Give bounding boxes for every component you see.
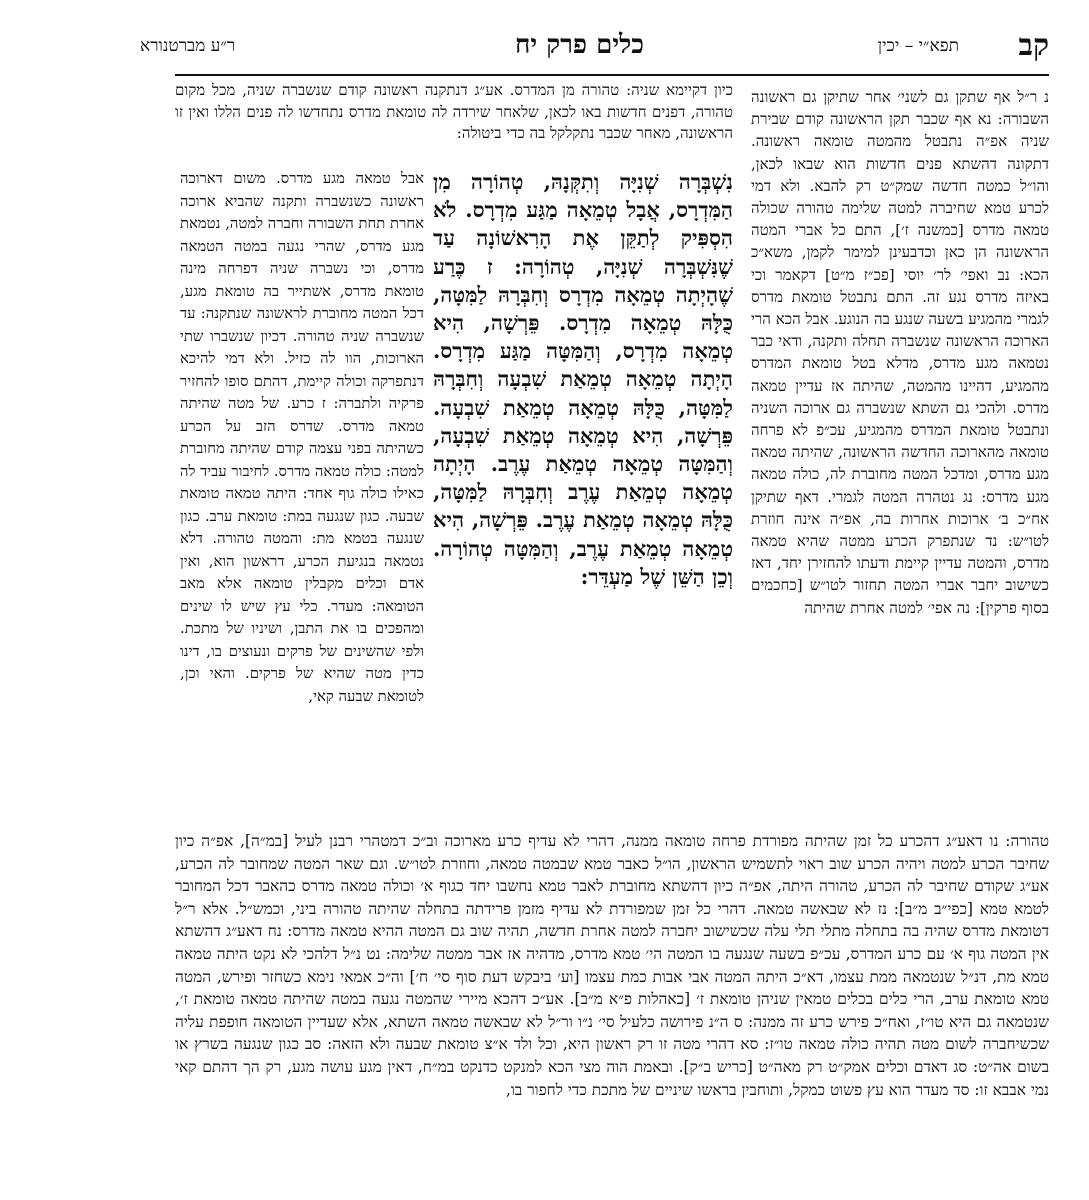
bartenura-top: כיון דקיימא שניה: טהורה מן המדרס. אע״ג דנתקנה ראשונה קודם שנשברה שניה, מכל מקום טהורה, דפנים חדשות באו לכאן, שלאחר שירדה לה טומאת מדרס נתחדשו לה פנים הללו ואין זו הראשונה, מאחר שכבר נתקלקל בה כדי ביטולה:: [175, 81, 733, 142]
header-rule: [175, 74, 1049, 76]
left-column-label: ר״ע מברטנורא: [140, 36, 236, 56]
bottom-commentary: טהורה: נו דאע״ג דהכרע כל זמן שהיתה מפורדת פרחה טומאה ממנה, דהרי לא עדיף כרע מארוכה וב״כ דמטהרי רבנן לעיל [במ״ה], אפ״ה כיון שחיבר הכרע למטה ויהיה הכרע שוב ראוי לתשמיש הראשון, הו״ל כאבר טמא שבמטה טמאה, וחוזרת לטו״ש. וגם שאר המטה שמחובר לה הכרע, אע״ג שקודם שחיבר לה הכרע, טהורה היתה, אפ״ה כיון דהשתא מחוברת לאבר טמא נחשבו יחד כגוף א׳ וכולה טמאה מדרס כהאבר דכל המחובר לטמא טמא [כפי״ב מ״ב]: נז לא שבאשה טמאה. דהרי כל זמן שמפורדת לא עדיף מזמן פרידתה בתחלה שהיתה טהורה ביני, וכמש״ל. אלא ר״ל דטומאת מדרס שהיה בה בתחלה מתלי תלי עלה שכשישוב יחברה למטה אחרת חדשה, תהיה שוב גם המטה ההיא טמאה מדרס: נח דאע״ג דהשתא אין המטה גוף א׳ עם כרע המדרס, עכ״פ בשעה שנגעה בו המטה הי׳ טמא מדרס, מדהיה אז אבר ממטה שלימה: נט נ״ל דלהכי לא נקט היתה טמאה טמא מת, דנ״ל שנטמאה ממת עצמו, דא״כ היתה המטה אבי אבות כמת עצמו [וע׳ ביבקש דעת סוף סי׳ ח׳] וה״כ אמאי נימא כשחזר ופירש, המטה טמא טומאת ערב, הרי כלים בכלים טמאין שניהן טומאת ז׳ [כאהלות פ״א מ״ב]. אע״כ דהכא מיירי שהמטה נגעה במטה שהיתה טמאה טומאת ז׳, שנטמאה גם היא טו״ז, ואח״כ פירש כרע זה ממנה: ס ה״נ פירושה כלעיל סי׳ נ״ו ור״ל לא שבאשה טמאה השתא, אלא שעדיין הטומאה חופפת עליה שכשיחברה לשום מטה תהיה כולה טמאה טו״ז: סא דהרי מטה זו רק ראשון היא, וכל ולד א״צ טומאת שבעה ולא הזאה: סב כגון שנגעה בשרץ או בשום אה״ט: סג דאדם וכלים אמק״ט רק מאה״ט [כריש ב״ק]. ובאמת הוה מצי הכא למנקט כדנקט במ״ח, דאין מגע עושה מגע, רק הך דהתם קאי נמי אבבא זו: סד מעדר הוא עץ פשוט כמקל, ותוחבין בראשו שיניים של מתכת כדי לחפור בו,: [175, 832, 1049, 1099]
right-column-label: תפא״י – יכין: [877, 36, 959, 56]
bartenura-left: אבל טמאה מגע מדרס. משום דארוכה ראשונה כשנשברה ותקנה שהביא ארוכה אחרת תחת השבורה וחברה למטה, נטמאת מגע מדרס, שהרי נגעה במטה הטמאה מדרס, וכי נשברה שניה דפרחה מינה טומאת מדרס, אשתייר בה טומאת מגע, דכל המטה מחוברת לראשונה שנתקנה: עד שנשברה שניה טהורה. דכיון שנשברו שתי הארוכות, הוו לה כזיל. ולא דמי להיכא דנתפרקה וכולה קיימת, דהתם סופו להחזיר פרקיה ולתברה: ז כרע. של מטה שהיתה טמאה מדרס. שדרס הזב על הכרע כשהיתה בפני עצמה קודם שהיתה מחוברת למטה: כולה טמאה מדרס. לחיבור עביד לה כאילו כולה גוף אחד: היתה טמאה טומאת שבעה. כגון שנגעה במת: טומאת ערב. כגון שנגעה בטמא מת: והמטה טהורה. דלא נטמאה בנגיעת הכרע, דראשון הוא, ואין אדם וכלים מקבלין טומאה אלא מאב הטומאה: מעדר. כלי עץ שיש לו שינים ומהפכים בו את התבן, ושיניו של מתכת. ולפי שהשינים של פרקים ונעוצים בו, דינו כדין מטה שהיא של פרקים. והאי וכן, לטומאת שבעה קאי,: [180, 170, 424, 705]
page-number: קב: [1018, 28, 1049, 63]
right-commentary: נ ר״ל אף שתקן גם לשני׳ אחר שתיקן גם ראשונה השבורה: נא אף שכבר תקן הראשונה קודם שבירת שניה אפ״ה נתבטל מהמטה טומאה ראשונה. דתקונה דהשתא פנים חדשות הוא שבאו לכאן, והו״ל כמטה חדשה שמק״ט רק להבא. ולא דמי לכרע טמא שחיברה למטה שלימה טהורה שכולה טמאה מדרס [כמשנה ז׳], התם כל אברי המטה הראשונה הן כאן וכדבעינן למימר לקמן, משא״כ הכא: נב ואפי׳ לר׳ יוסי [פכ״ז מ״ט] דקאמר וכי באיזה מדרס נגע זה. התם נתבטל טומאת מדרס לגמרי מהמגיע בשעה שנגע בה הנוגע. אבל הכא הרי הארוכה הראשונה שנשברה תחלה ותקנה, ודאי כבר נטמאה מגע מדרס, מדלא בטל טומאת המדרס מהמגיע, דהיינו מהמטה, שהיתה אז עדיין טמאה מדרס. ולהכי גם השתא שנשברה גם ארוכה השניה ונתבטל טומאת המדרס מהמגיע, עכ״פ לא פרחה טומאה מהארוכה החדשה הראשונה, שהיתה טמאה מגע מדרס, ומדכל המטה מחוברת לה, כולה טמאה מגע מדרס: נג נטהרה המטה לגמרי. דאף שתיקן אח״כ ב׳ ארוכות אחרות בה, אפ״ה אינה חוזרת לטו״ש: נד שנתפרק הכרע ממטה שהיא טמאה מדרס, והמטה עדיין קיימת ודעתו להחזירן יחד, דאז כשישוב יחבר אברי המטה תחזור לטו״ש [כחכמים בסוף פרקין]: נה אפי׳ למטה אחרת שהיתה: [751, 88, 1049, 617]
page-title: כלים פרק יח: [514, 30, 645, 60]
mishnah-text: נִשְׁבְּרָה שְׁנִיָּה וְתִקְּנָהּ, טְהוֹרָה מִן הַמִּדְרָס, אֲבָל טְמֵאָה מַגַּע מִדְרָס. לֹא הִסְפִּיק לְתַקֵּן אֶת הָרִאשׁוֹנָה עַד שֶׁנִּשְׁבְּרָה שְׁנִיָּה, טְהוֹרָה: ז כֶּרַע שֶׁהָיְתָה טְמֵאָה מִדְרָס וְחִבְּרָהּ לַמִּטָּה, כֻּלָּהּ טְמֵאָה מִדְרָס. פֵּרְשָׁה, הִיא טְמֵאָה מִדְרָס, וְהַמִּטָּה מַגַּע מִדְרָס. הָיְתָה טְמֵאָה טְמֵאַת שִׁבְעָה וְחִבְּרָהּ לַמִּטָּה, כֻּלָּהּ טְמֵאָה טְמֵאַת שִׁבְעָה. פֵּרְשָׁה, הִיא טְמֵאָה טְמֵאַת שִׁבְעָה, וְהַמִּטָּה טְמֵאָה טְמֵאַת עֶרֶב. הָיְתָה טְמֵאָה טְמֵאַת עֶרֶב וְחִבְּרָהּ לַמִּטָּה, כֻּלָּהּ טְמֵאָה טְמֵאַת עֶרֶב. פֵּרְשָׁה, הִיא טְמֵאָה טְמֵאַת עֶרֶב, וְהַמִּטָּה טְהוֹרָה. וְכֵן הַשֵּׁן שֶׁל מַעְדֵּר:: [433, 169, 733, 589]
page-header: [140, 28, 1049, 72]
